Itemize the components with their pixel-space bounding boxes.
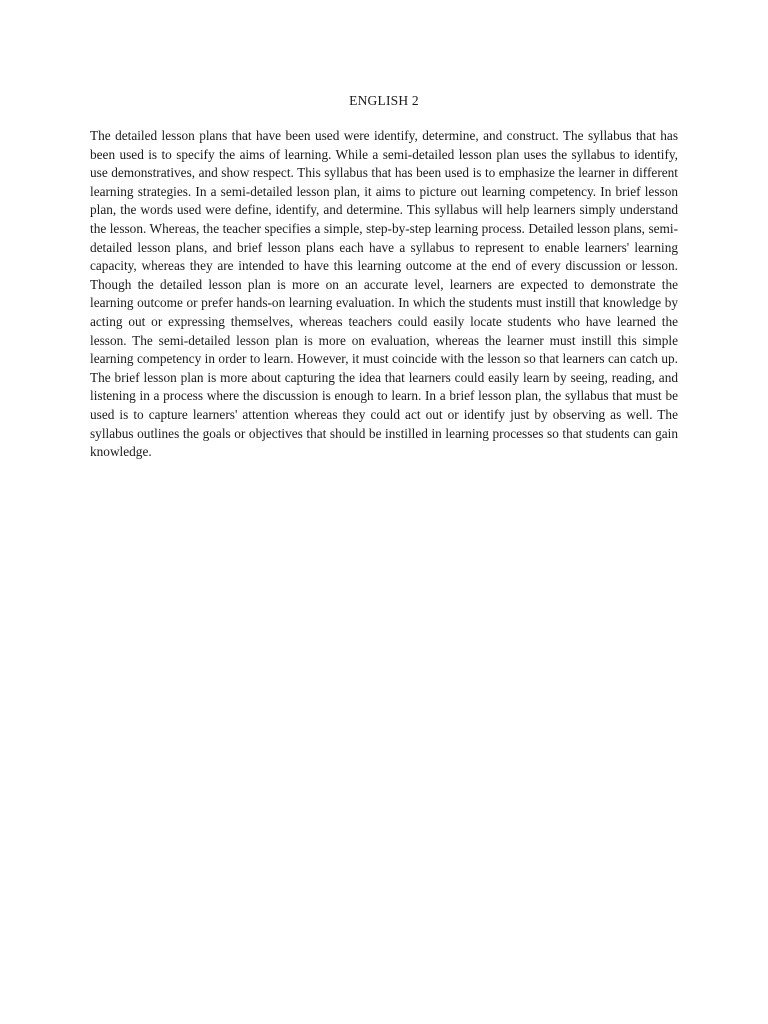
body-paragraph: The detailed lesson plans that have been used were identify, determine, and construct. The syllabus that has been used is to specify the aims of learning. While a semi-detailed lesson plan uses the syllabus to identify, use demonstratives, and show respect. This syllabus that has been used is to emphasize the learner in different learning strategies. In a semi-detailed lesson plan, it aims to picture out learning competency. In brief lesson plan, the words used were define, identify, and determine. This syllabus will help learners simply understand the lesson. Whereas, the teacher specifies a simple, step-by-step learning process. Detailed lesson plans, semi-detailed lesson plans, and brief lesson plans each have a syllabus to represent to enable learners' learning capacity, whereas they are intended to have this learning outcome at the end of every discussion or lesson. Though the detailed lesson plan is more on an accurate level, learners are expected to demonstrate the learning outcome or prefer hands-on learning evaluation. In which the students must instill that knowledge by acting out or expressing themselves, whereas teachers could easily locate students who have learned the lesson. The semi-detailed lesson plan is more on evaluation, whereas the learner must instill this simple learning competency in order to learn. However, it must coincide with the lesson so that learners can catch up. The brief lesson plan is more about capturing the idea that learners could easily learn by seeing, reading, and listening in a process where the discussion is enough to learn. In a brief lesson plan, the syllabus that must be used is to capture learners' attention whereas they could act out or identify just by observing as well. The syllabus outlines the goals or objectives that should be instilled in learning processes so that students can gain knowledge. xyxy=(90,128,678,460)
document-title: ENGLISH 2 xyxy=(349,93,419,108)
